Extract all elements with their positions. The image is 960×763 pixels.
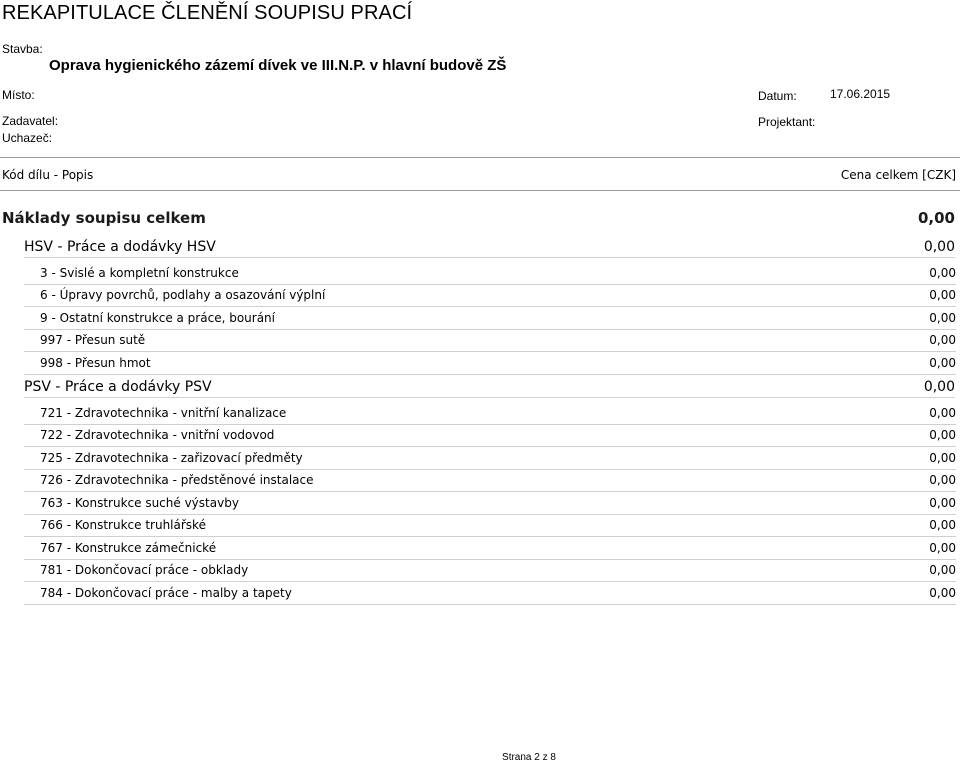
group-value: 0,00 (923, 238, 955, 255)
row-value: 0,00 (929, 428, 956, 443)
row-value: 0,00 (929, 310, 956, 325)
group-label: PSV - Práce a dodávky PSV (24, 378, 212, 395)
row-value: 0,00 (929, 288, 956, 303)
row-label: 766 - Konstrukce truhlářské (40, 518, 206, 533)
table-row (24, 402, 956, 425)
column-header-price: Cena celkem [CZK] (840, 168, 956, 182)
table-row (24, 352, 956, 375)
header-bottom-divider (0, 190, 960, 191)
row-value: 0,00 (929, 473, 956, 488)
stavba-name: Oprava hygienického zázemí dívek ve III.N.P. v hlavní budově ZŠ (49, 57, 507, 74)
row-label: 763 - Konstrukce suché výstavby (40, 495, 239, 510)
row-label: 725 - Zdravotechnika - zařizovací předměty (40, 450, 303, 465)
table-row (24, 330, 956, 353)
datum-label: Datum: (758, 89, 797, 103)
table-row (24, 262, 956, 285)
misto-label: Místo: (2, 88, 35, 102)
row-value: 0,00 (929, 585, 956, 600)
table-row (24, 447, 956, 470)
row-value: 0,00 (929, 518, 956, 533)
total-value: 0,00 (917, 209, 955, 227)
row-label: 997 - Přesun sutě (40, 333, 146, 348)
stavba-label: Stavba: (2, 42, 43, 56)
group-label: HSV - Práce a dodávky HSV (24, 238, 216, 255)
table-row (24, 560, 956, 583)
page-number: Strana 2 z 8 (502, 752, 556, 763)
row-value: 0,00 (929, 333, 956, 348)
row-label: 6 - Úpravy povrchů, podlahy a osazování výplní (40, 288, 326, 303)
row-value: 0,00 (929, 355, 956, 370)
table-row (24, 492, 956, 515)
row-label: 3 - Svislé a kompletní konstrukce (40, 265, 239, 280)
uchazec-label: Uchazeč: (2, 131, 53, 145)
table-row (24, 425, 956, 448)
row-label: 721 - Zdravotechnika - vnitřní kanalizace (40, 405, 287, 420)
datum-value: 17.06.2015 (830, 87, 891, 101)
table-row (24, 582, 956, 605)
row-value: 0,00 (929, 563, 956, 578)
table-row (24, 285, 956, 308)
header-top-divider (0, 157, 960, 158)
row-value: 0,00 (929, 405, 956, 420)
row-value: 0,00 (929, 495, 956, 510)
table-total-row (2, 206, 955, 230)
row-label: 9 - Ostatní konstrukce a práce, bourání (40, 310, 275, 325)
table-row (24, 470, 956, 493)
row-label: 726 - Zdravotechnika - předstěnové instalace (40, 473, 314, 488)
group-value: 0,00 (923, 378, 955, 395)
table-row (24, 515, 956, 538)
row-label: 998 - Přesun hmot (40, 355, 151, 370)
zadavatel-label: Zadavatel: (2, 114, 59, 128)
row-value: 0,00 (929, 265, 956, 280)
row-label: 767 - Konstrukce zámečnické (40, 540, 217, 555)
table-row (24, 537, 956, 560)
row-value: 0,00 (929, 540, 956, 555)
row-label: 722 - Zdravotechnika - vnitřní vodovod (40, 428, 275, 443)
total-label: Náklady soupisu celkem (2, 209, 206, 227)
table-group-row (24, 376, 955, 398)
table-row (24, 307, 956, 330)
row-value: 0,00 (929, 450, 956, 465)
page-title: REKAPITULACE ČLENĚNÍ SOUPISU PRACÍ (2, 2, 413, 24)
column-header-code-desc: Kód dílu - Popis (2, 168, 94, 182)
table-group-row (24, 236, 955, 258)
row-label: 784 - Dokončovací práce - malby a tapety (40, 585, 292, 600)
projektant-label: Projektant: (758, 115, 816, 129)
row-label: 781 - Dokončovací práce - obklady (40, 563, 249, 578)
